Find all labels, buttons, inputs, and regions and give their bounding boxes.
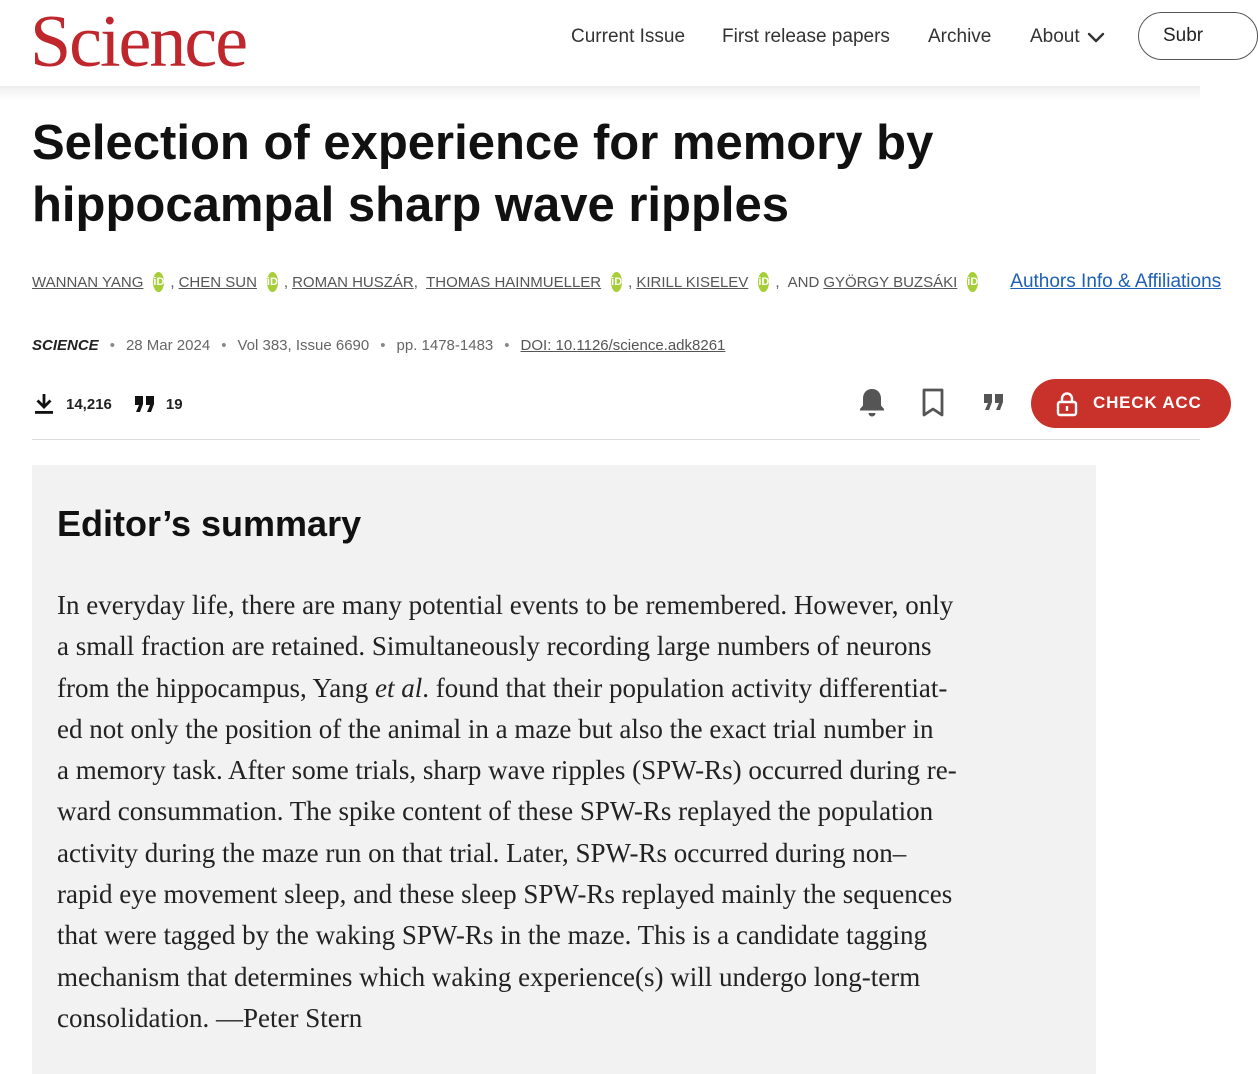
section-divider: [32, 439, 1200, 440]
orcid-icon[interactable]: iD: [153, 272, 164, 292]
nav-current-issue[interactable]: Current Issue: [571, 26, 686, 47]
summary-line: that were tagged by the waking SPW-Rs in the maze. This is a candidate tagging: [57, 920, 928, 951]
orcid-icon[interactable]: iD: [267, 272, 278, 292]
summary-line: from the hippocampus, Yang: [57, 672, 375, 703]
authors-info-affiliations-link[interactable]: Authors Info & Affiliations: [1010, 271, 1222, 292]
citation-count: 19: [165, 395, 183, 413]
orcid-icon[interactable]: iD: [967, 272, 978, 292]
download-count: 14,216: [66, 395, 112, 413]
bookmark-icon[interactable]: [918, 386, 948, 418]
summary-line: ward consummation. The spike content of these SPW-Rs replayed the population: [57, 796, 934, 827]
orcid-icon[interactable]: iD: [758, 272, 769, 292]
article-title: Selection of experience for memory by hippocampal sharp wave ripples: [32, 116, 934, 232]
check-access-button[interactable]: [1031, 379, 1231, 428]
summary-line: In everyday life, there are many potential events to be remembered. However, only: [57, 590, 954, 620]
authors-and: AND: [787, 273, 820, 291]
summary-line: activity during the maze run on that trial. Later, SPW-Rs occurred during non–: [57, 837, 907, 868]
author-list: WANNAN YANG iD , CHEN SUN iD , ROMAN HUSZÁR , THOMAS HAINMUELLER iD , KIRILL KISELEV iD , AND GYÖRGY BUZSÁKI iD Authors Info & Affiliations: [32, 271, 1222, 292]
journal-name: SCIENCE: [32, 336, 99, 354]
quote-icon: [134, 394, 156, 414]
summary-line: mechanism that determines which waking experience(s) will undergo long-term: [57, 961, 921, 992]
download-icon: [32, 391, 56, 417]
doi-link[interactable]: DOI: 10.1126/science.adk8261: [520, 336, 726, 354]
science-logo[interactable]: Science: [30, 1, 247, 83]
header-shadow: [0, 86, 1200, 100]
author-link[interactable]: THOMAS HAINMUELLER: [426, 273, 602, 291]
volume-issue: Vol 383, Issue 6690: [237, 336, 370, 354]
summary-line: consolidation. —Peter Stern: [57, 1002, 363, 1033]
cite-quote-icon[interactable]: [980, 386, 1010, 418]
lock-icon: [1055, 391, 1079, 417]
summary-line: ed not only the position of the animal in a maze but also the exact trial number in: [57, 713, 934, 744]
nav-first-release-papers[interactable]: First release papers: [722, 26, 890, 47]
summary-line: . found that their population activity differentiat-: [422, 672, 948, 703]
publication-date: 28 Mar 2024: [125, 336, 211, 354]
author-link[interactable]: KIRILL KISELEV: [636, 273, 749, 291]
author-link[interactable]: ROMAN HUSZÁR: [292, 273, 414, 291]
author-link[interactable]: WANNAN YANG: [32, 273, 144, 291]
summary-line: rapid eye movement sleep, and these sleep SPW-Rs replayed mainly the sequences: [57, 879, 953, 910]
main-nav: [0, 24, 1200, 54]
summary-line: a memory task. After some trials, sharp wave ripples (SPW-Rs) occurred during re-: [57, 755, 957, 786]
subscribe-button[interactable]: Subr: [1138, 12, 1258, 60]
author-link[interactable]: CHEN SUN: [178, 273, 257, 291]
bell-icon[interactable]: [857, 386, 887, 418]
citation-meta: SCIENCE • 28 Mar 2024 • Vol 383, Issue 6690 • pp. 1478-1483 • DOI: 10.1126/science.adk8261: [32, 336, 726, 354]
nav-about[interactable]: About: [1030, 26, 1080, 47]
article-metrics: [32, 390, 183, 418]
page-range: pp. 1478-1483: [396, 336, 494, 354]
check-access-label: CHECK ACC: [1093, 393, 1202, 412]
editors-summary-heading: Editor’s summary: [57, 503, 362, 544]
summary-italic-et-al: et al: [374, 672, 423, 703]
site-header: [0, 0, 1204, 87]
author-link[interactable]: GYÖRGY BUZSÁKI: [823, 273, 958, 291]
orcid-icon[interactable]: iD: [611, 272, 622, 292]
summary-line: a small fraction are retained. Simultaneously recording large numbers of neurons: [57, 631, 932, 662]
editors-summary-text: [57, 585, 1077, 1039]
editors-summary-box: [32, 465, 1096, 1074]
chevron-down-icon[interactable]: [1086, 27, 1106, 47]
nav-archive[interactable]: Archive: [928, 26, 992, 47]
